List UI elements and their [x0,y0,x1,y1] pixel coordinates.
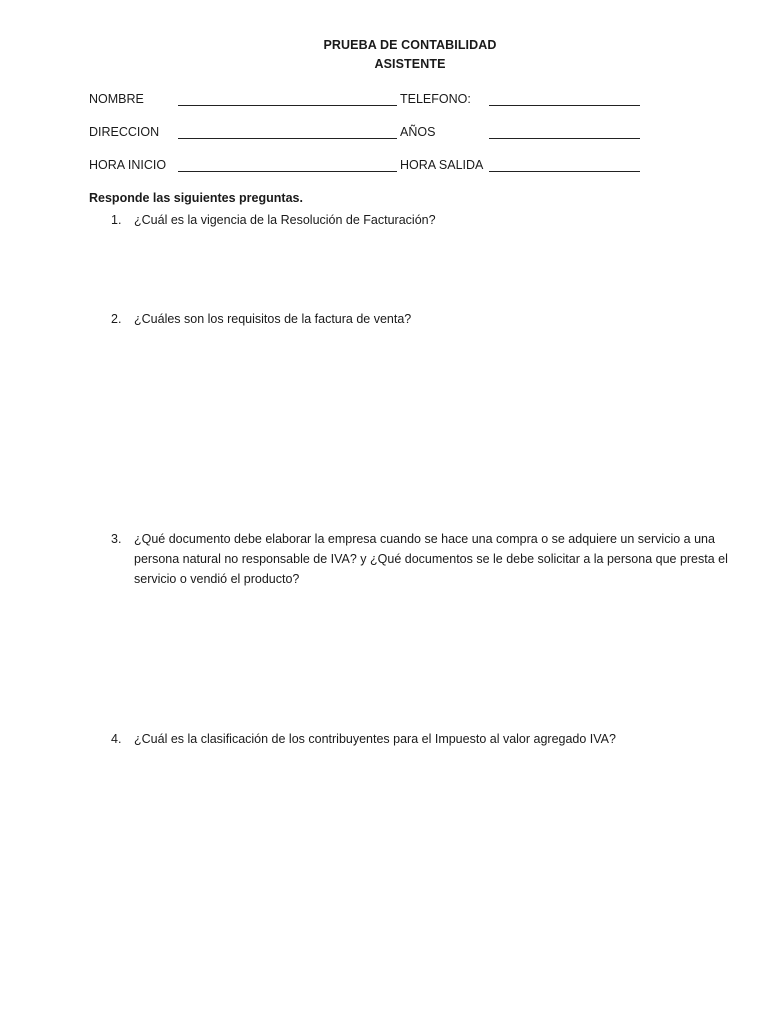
question-text: ¿Cuáles son los requisitos de la factura de venta? [134,312,412,326]
question-number: 4. [111,732,122,746]
document-title: PRUEBA DE CONTABILIDAD [323,38,497,52]
hora-inicio-label: HORA INICIO [89,158,167,172]
hora-salida-blank-line[interactable] [489,171,640,172]
question-text: ¿Cuál es la vigencia de la Resolución de Facturación? [134,213,436,227]
form-row-direccion [89,125,649,143]
question-text: ¿Qué documento debe elaborar la empresa cuando se hace una compra o se adquiere un servicio a una persona natural no responsable de IVA? y ¿Qué documentos se le debe solicitar a la persona que presta el servicio o vendió el producto? [134,532,728,586]
anos-label: AÑOS [400,125,436,139]
document-subtitle: ASISTENTE [374,57,446,71]
telefono-blank-line[interactable] [489,105,640,106]
nombre-blank-line[interactable] [178,105,397,106]
question-item [111,529,741,591]
nombre-label: NOMBRE [89,92,144,106]
instructions-heading: Responde las siguientes preguntas. [89,191,303,205]
direccion-label: DIRECCION [89,125,160,139]
form-row-nombre [89,92,649,110]
anos-blank-line[interactable] [489,138,640,139]
question-number: 3. [111,532,122,546]
question-text: ¿Cuál es la clasificación de los contribuyentes para el Impuesto al valor agregado IVA? [134,732,616,746]
direccion-blank-line[interactable] [178,138,397,139]
hora-salida-label: HORA SALIDA [400,158,484,172]
question-number: 2. [111,312,122,326]
question-number: 1. [111,213,122,227]
hora-inicio-blank-line[interactable] [178,171,397,172]
telefono-label: TELEFONO: [400,92,471,106]
form-row-hora [89,158,649,176]
